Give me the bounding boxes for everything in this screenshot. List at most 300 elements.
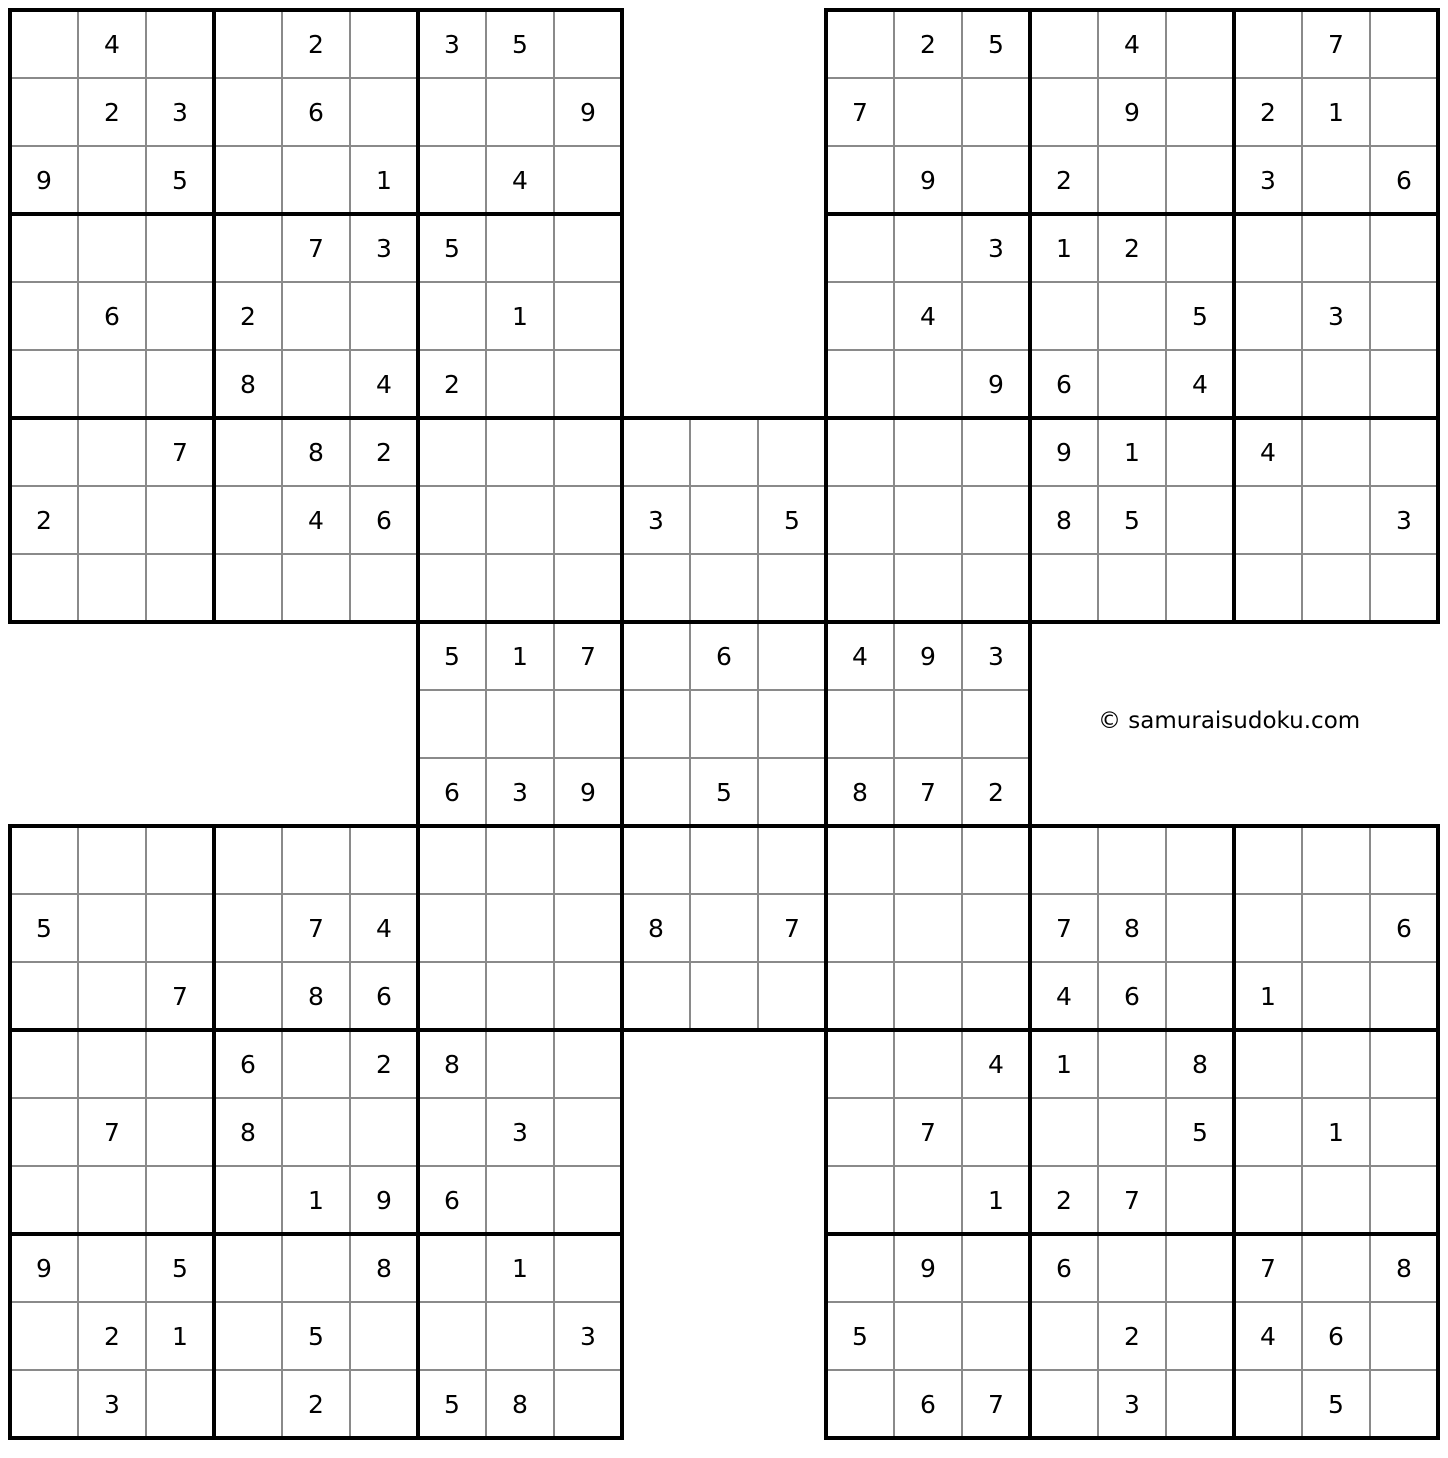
sudoku-cell[interactable] — [826, 282, 894, 350]
sudoku-cell[interactable] — [146, 10, 214, 78]
sudoku-cell[interactable] — [10, 1166, 78, 1234]
sudoku-cell[interactable] — [146, 214, 214, 282]
sudoku-cell[interactable] — [826, 962, 894, 1030]
sudoku-cell[interactable] — [826, 826, 894, 894]
sudoku-cell[interactable] — [78, 1166, 146, 1234]
sudoku-cell[interactable] — [1370, 1030, 1438, 1098]
sudoku-cell[interactable]: 7 — [1030, 894, 1098, 962]
sudoku-cell[interactable] — [1166, 146, 1234, 214]
sudoku-cell[interactable] — [486, 1030, 554, 1098]
sudoku-cell[interactable]: 2 — [282, 1370, 350, 1438]
sudoku-cell[interactable] — [282, 146, 350, 214]
sudoku-cell[interactable] — [1234, 282, 1302, 350]
sudoku-cell[interactable]: 1 — [486, 282, 554, 350]
sudoku-cell[interactable] — [1030, 554, 1098, 622]
sudoku-cell[interactable] — [146, 350, 214, 418]
sudoku-cell[interactable] — [1302, 894, 1370, 962]
sudoku-cell[interactable]: 2 — [78, 78, 146, 146]
sudoku-cell[interactable]: 3 — [146, 78, 214, 146]
sudoku-cell[interactable]: 3 — [486, 758, 554, 826]
sudoku-cell[interactable]: 5 — [1166, 1098, 1234, 1166]
sudoku-cell[interactable] — [418, 554, 486, 622]
sudoku-cell[interactable] — [826, 1030, 894, 1098]
sudoku-cell[interactable] — [214, 1166, 282, 1234]
sudoku-cell[interactable]: 4 — [1098, 10, 1166, 78]
sudoku-cell[interactable] — [1030, 826, 1098, 894]
sudoku-cell[interactable] — [826, 1234, 894, 1302]
sudoku-cell[interactable] — [78, 962, 146, 1030]
sudoku-cell[interactable] — [146, 1030, 214, 1098]
sudoku-cell[interactable] — [350, 78, 418, 146]
sudoku-cell[interactable]: 4 — [962, 1030, 1030, 1098]
sudoku-cell[interactable]: 4 — [350, 350, 418, 418]
sudoku-cell[interactable] — [894, 962, 962, 1030]
sudoku-cell[interactable] — [554, 1166, 622, 1234]
sudoku-cell[interactable]: 7 — [1302, 10, 1370, 78]
sudoku-cell[interactable] — [1030, 282, 1098, 350]
sudoku-cell[interactable] — [282, 1234, 350, 1302]
sudoku-cell[interactable] — [1370, 10, 1438, 78]
sudoku-cell[interactable] — [214, 486, 282, 554]
sudoku-cell[interactable] — [1234, 1166, 1302, 1234]
sudoku-cell[interactable]: 3 — [418, 10, 486, 78]
sudoku-cell[interactable] — [1302, 146, 1370, 214]
sudoku-cell[interactable] — [894, 214, 962, 282]
sudoku-cell[interactable]: 8 — [486, 1370, 554, 1438]
sudoku-cell[interactable] — [758, 758, 826, 826]
sudoku-cell[interactable]: 3 — [962, 622, 1030, 690]
sudoku-cell[interactable] — [894, 1302, 962, 1370]
sudoku-cell[interactable] — [10, 554, 78, 622]
sudoku-cell[interactable]: 6 — [78, 282, 146, 350]
sudoku-cell[interactable] — [690, 826, 758, 894]
sudoku-cell[interactable] — [350, 282, 418, 350]
sudoku-cell[interactable] — [350, 1302, 418, 1370]
sudoku-cell[interactable] — [10, 1370, 78, 1438]
sudoku-cell[interactable] — [1166, 1234, 1234, 1302]
sudoku-cell[interactable]: 8 — [1370, 1234, 1438, 1302]
sudoku-cell[interactable] — [894, 486, 962, 554]
sudoku-cell[interactable] — [1234, 10, 1302, 78]
sudoku-cell[interactable] — [418, 1098, 486, 1166]
sudoku-cell[interactable]: 2 — [350, 418, 418, 486]
sudoku-cell[interactable] — [486, 1166, 554, 1234]
sudoku-cell[interactable] — [10, 350, 78, 418]
sudoku-cell[interactable] — [758, 962, 826, 1030]
sudoku-cell[interactable]: 3 — [1370, 486, 1438, 554]
sudoku-cell[interactable] — [826, 554, 894, 622]
sudoku-cell[interactable] — [214, 894, 282, 962]
sudoku-cell[interactable] — [962, 554, 1030, 622]
sudoku-cell[interactable]: 6 — [690, 622, 758, 690]
sudoku-cell[interactable]: 2 — [1030, 1166, 1098, 1234]
sudoku-cell[interactable] — [486, 418, 554, 486]
sudoku-cell[interactable] — [78, 826, 146, 894]
sudoku-cell[interactable] — [78, 214, 146, 282]
sudoku-cell[interactable] — [486, 214, 554, 282]
sudoku-cell[interactable] — [1302, 554, 1370, 622]
sudoku-cell[interactable] — [1234, 554, 1302, 622]
sudoku-cell[interactable]: 2 — [1098, 1302, 1166, 1370]
sudoku-cell[interactable]: 2 — [962, 758, 1030, 826]
sudoku-cell[interactable] — [1370, 1098, 1438, 1166]
sudoku-cell[interactable]: 5 — [1302, 1370, 1370, 1438]
sudoku-cell[interactable] — [894, 78, 962, 146]
sudoku-cell[interactable] — [146, 1166, 214, 1234]
sudoku-cell[interactable]: 5 — [826, 1302, 894, 1370]
sudoku-cell[interactable] — [1234, 1370, 1302, 1438]
sudoku-cell[interactable] — [554, 554, 622, 622]
sudoku-cell[interactable] — [554, 1234, 622, 1302]
sudoku-cell[interactable] — [78, 350, 146, 418]
sudoku-cell[interactable]: 2 — [418, 350, 486, 418]
sudoku-cell[interactable] — [146, 894, 214, 962]
sudoku-cell[interactable] — [894, 894, 962, 962]
sudoku-cell[interactable] — [554, 10, 622, 78]
sudoku-cell[interactable] — [418, 894, 486, 962]
sudoku-cell[interactable]: 9 — [1098, 78, 1166, 146]
sudoku-cell[interactable] — [10, 282, 78, 350]
sudoku-cell[interactable] — [894, 350, 962, 418]
sudoku-cell[interactable]: 7 — [1098, 1166, 1166, 1234]
sudoku-cell[interactable]: 5 — [10, 894, 78, 962]
sudoku-cell[interactable]: 3 — [1234, 146, 1302, 214]
sudoku-cell[interactable] — [622, 826, 690, 894]
sudoku-cell[interactable] — [622, 554, 690, 622]
sudoku-cell[interactable] — [1234, 214, 1302, 282]
sudoku-cell[interactable]: 7 — [826, 78, 894, 146]
sudoku-cell[interactable] — [350, 10, 418, 78]
sudoku-cell[interactable] — [146, 826, 214, 894]
sudoku-cell[interactable]: 1 — [1030, 214, 1098, 282]
sudoku-cell[interactable]: 5 — [1166, 282, 1234, 350]
sudoku-cell[interactable] — [486, 962, 554, 1030]
sudoku-cell[interactable] — [214, 78, 282, 146]
sudoku-cell[interactable] — [10, 1098, 78, 1166]
sudoku-cell[interactable]: 8 — [1030, 486, 1098, 554]
sudoku-cell[interactable]: 7 — [282, 214, 350, 282]
sudoku-cell[interactable]: 6 — [418, 758, 486, 826]
sudoku-cell[interactable]: 4 — [1166, 350, 1234, 418]
sudoku-cell[interactable]: 8 — [826, 758, 894, 826]
sudoku-cell[interactable] — [78, 1234, 146, 1302]
sudoku-cell[interactable] — [554, 1030, 622, 1098]
sudoku-cell[interactable] — [214, 418, 282, 486]
sudoku-cell[interactable]: 9 — [962, 350, 1030, 418]
sudoku-cell[interactable]: 4 — [894, 282, 962, 350]
sudoku-cell[interactable] — [1234, 894, 1302, 962]
sudoku-cell[interactable] — [1370, 1166, 1438, 1234]
sudoku-cell[interactable]: 7 — [962, 1370, 1030, 1438]
sudoku-cell[interactable] — [1030, 1370, 1098, 1438]
sudoku-cell[interactable] — [554, 1098, 622, 1166]
sudoku-cell[interactable] — [146, 1370, 214, 1438]
sudoku-cell[interactable]: 3 — [622, 486, 690, 554]
sudoku-cell[interactable] — [1302, 1030, 1370, 1098]
sudoku-cell[interactable] — [1302, 1166, 1370, 1234]
sudoku-cell[interactable]: 8 — [1098, 894, 1166, 962]
sudoku-cell[interactable] — [214, 10, 282, 78]
sudoku-cell[interactable] — [962, 486, 1030, 554]
sudoku-cell[interactable]: 1 — [282, 1166, 350, 1234]
sudoku-cell[interactable] — [894, 1166, 962, 1234]
sudoku-cell[interactable] — [554, 690, 622, 758]
sudoku-cell[interactable] — [418, 690, 486, 758]
sudoku-cell[interactable]: 8 — [622, 894, 690, 962]
sudoku-cell[interactable] — [10, 10, 78, 78]
sudoku-cell[interactable] — [1166, 214, 1234, 282]
sudoku-cell[interactable] — [10, 1302, 78, 1370]
sudoku-cell[interactable] — [10, 962, 78, 1030]
sudoku-cell[interactable] — [1166, 486, 1234, 554]
sudoku-cell[interactable] — [1370, 1370, 1438, 1438]
sudoku-cell[interactable] — [1166, 1166, 1234, 1234]
sudoku-cell[interactable] — [214, 1370, 282, 1438]
sudoku-cell[interactable] — [78, 554, 146, 622]
sudoku-cell[interactable] — [78, 1030, 146, 1098]
sudoku-cell[interactable]: 6 — [418, 1166, 486, 1234]
sudoku-cell[interactable]: 4 — [282, 486, 350, 554]
sudoku-cell[interactable]: 5 — [146, 1234, 214, 1302]
sudoku-cell[interactable] — [1234, 350, 1302, 418]
sudoku-cell[interactable]: 9 — [1030, 418, 1098, 486]
sudoku-cell[interactable] — [1302, 214, 1370, 282]
sudoku-cell[interactable]: 3 — [78, 1370, 146, 1438]
sudoku-cell[interactable] — [826, 350, 894, 418]
sudoku-cell[interactable] — [214, 1234, 282, 1302]
sudoku-cell[interactable] — [214, 826, 282, 894]
sudoku-cell[interactable]: 4 — [350, 894, 418, 962]
sudoku-cell[interactable] — [486, 690, 554, 758]
sudoku-cell[interactable]: 6 — [214, 1030, 282, 1098]
sudoku-cell[interactable] — [418, 78, 486, 146]
sudoku-cell[interactable]: 3 — [554, 1302, 622, 1370]
sudoku-cell[interactable] — [1370, 826, 1438, 894]
sudoku-cell[interactable] — [622, 758, 690, 826]
sudoku-cell[interactable]: 4 — [1234, 418, 1302, 486]
sudoku-cell[interactable]: 4 — [1030, 962, 1098, 1030]
sudoku-cell[interactable] — [10, 826, 78, 894]
sudoku-cell[interactable]: 5 — [146, 146, 214, 214]
sudoku-cell[interactable] — [826, 486, 894, 554]
sudoku-cell[interactable]: 8 — [282, 962, 350, 1030]
sudoku-cell[interactable] — [962, 894, 1030, 962]
sudoku-cell[interactable] — [486, 78, 554, 146]
sudoku-cell[interactable]: 2 — [894, 10, 962, 78]
sudoku-cell[interactable]: 5 — [418, 622, 486, 690]
sudoku-cell[interactable] — [418, 962, 486, 1030]
sudoku-cell[interactable] — [1234, 826, 1302, 894]
sudoku-cell[interactable] — [1370, 214, 1438, 282]
sudoku-cell[interactable] — [554, 486, 622, 554]
sudoku-cell[interactable]: 6 — [1030, 1234, 1098, 1302]
sudoku-cell[interactable]: 8 — [350, 1234, 418, 1302]
sudoku-cell[interactable]: 2 — [78, 1302, 146, 1370]
sudoku-cell[interactable] — [1234, 1098, 1302, 1166]
sudoku-cell[interactable]: 5 — [690, 758, 758, 826]
sudoku-cell[interactable] — [554, 146, 622, 214]
sudoku-cell[interactable] — [758, 826, 826, 894]
sudoku-cell[interactable] — [350, 1370, 418, 1438]
sudoku-cell[interactable] — [962, 1302, 1030, 1370]
sudoku-cell[interactable] — [10, 78, 78, 146]
sudoku-cell[interactable] — [622, 418, 690, 486]
sudoku-cell[interactable] — [1234, 486, 1302, 554]
sudoku-cell[interactable]: 5 — [418, 1370, 486, 1438]
sudoku-cell[interactable] — [826, 214, 894, 282]
sudoku-cell[interactable] — [146, 282, 214, 350]
sudoku-cell[interactable] — [78, 894, 146, 962]
sudoku-cell[interactable] — [214, 146, 282, 214]
sudoku-cell[interactable]: 6 — [1302, 1302, 1370, 1370]
sudoku-cell[interactable]: 1 — [1098, 418, 1166, 486]
sudoku-cell[interactable]: 9 — [894, 1234, 962, 1302]
sudoku-cell[interactable]: 7 — [894, 1098, 962, 1166]
sudoku-cell[interactable]: 6 — [1370, 894, 1438, 962]
sudoku-cell[interactable] — [214, 214, 282, 282]
sudoku-cell[interactable] — [10, 214, 78, 282]
sudoku-cell[interactable] — [1370, 418, 1438, 486]
sudoku-cell[interactable] — [1098, 350, 1166, 418]
sudoku-cell[interactable] — [962, 962, 1030, 1030]
sudoku-cell[interactable] — [962, 826, 1030, 894]
sudoku-cell[interactable]: 2 — [1030, 146, 1098, 214]
sudoku-cell[interactable]: 7 — [282, 894, 350, 962]
sudoku-cell[interactable] — [622, 690, 690, 758]
sudoku-cell[interactable] — [1234, 1030, 1302, 1098]
sudoku-cell[interactable] — [690, 486, 758, 554]
sudoku-cell[interactable] — [826, 690, 894, 758]
sudoku-cell[interactable]: 9 — [350, 1166, 418, 1234]
sudoku-cell[interactable]: 2 — [214, 282, 282, 350]
sudoku-cell[interactable] — [1098, 826, 1166, 894]
sudoku-cell[interactable] — [214, 1302, 282, 1370]
sudoku-cell[interactable] — [1030, 10, 1098, 78]
sudoku-cell[interactable] — [1370, 350, 1438, 418]
sudoku-cell[interactable] — [554, 962, 622, 1030]
sudoku-cell[interactable]: 8 — [418, 1030, 486, 1098]
sudoku-cell[interactable]: 2 — [350, 1030, 418, 1098]
sudoku-cell[interactable] — [418, 486, 486, 554]
sudoku-cell[interactable] — [826, 418, 894, 486]
sudoku-cell[interactable] — [690, 418, 758, 486]
sudoku-cell[interactable]: 1 — [1234, 962, 1302, 1030]
sudoku-cell[interactable]: 6 — [1370, 146, 1438, 214]
sudoku-cell[interactable]: 9 — [894, 622, 962, 690]
sudoku-cell[interactable] — [1030, 1302, 1098, 1370]
sudoku-cell[interactable]: 1 — [350, 146, 418, 214]
sudoku-cell[interactable]: 5 — [1098, 486, 1166, 554]
sudoku-cell[interactable]: 9 — [554, 758, 622, 826]
sudoku-cell[interactable]: 4 — [486, 146, 554, 214]
sudoku-cell[interactable] — [1166, 826, 1234, 894]
sudoku-cell[interactable] — [214, 554, 282, 622]
sudoku-cell[interactable]: 6 — [894, 1370, 962, 1438]
sudoku-cell[interactable]: 6 — [282, 78, 350, 146]
sudoku-cell[interactable] — [1166, 1370, 1234, 1438]
sudoku-cell[interactable]: 4 — [1234, 1302, 1302, 1370]
sudoku-cell[interactable] — [1030, 1098, 1098, 1166]
sudoku-cell[interactable] — [622, 622, 690, 690]
sudoku-cell[interactable] — [690, 690, 758, 758]
sudoku-cell[interactable]: 1 — [486, 1234, 554, 1302]
sudoku-cell[interactable] — [486, 894, 554, 962]
sudoku-cell[interactable]: 8 — [1166, 1030, 1234, 1098]
sudoku-cell[interactable] — [1370, 962, 1438, 1030]
sudoku-cell[interactable] — [1166, 78, 1234, 146]
sudoku-cell[interactable]: 7 — [78, 1098, 146, 1166]
sudoku-cell[interactable]: 9 — [554, 78, 622, 146]
sudoku-cell[interactable]: 5 — [758, 486, 826, 554]
sudoku-cell[interactable]: 3 — [350, 214, 418, 282]
sudoku-cell[interactable] — [962, 690, 1030, 758]
sudoku-cell[interactable]: 9 — [10, 1234, 78, 1302]
sudoku-cell[interactable] — [1098, 1098, 1166, 1166]
sudoku-cell[interactable]: 5 — [486, 10, 554, 78]
sudoku-cell[interactable] — [1098, 1030, 1166, 1098]
sudoku-cell[interactable] — [758, 554, 826, 622]
sudoku-cell[interactable]: 7 — [554, 622, 622, 690]
sudoku-cell[interactable] — [1166, 554, 1234, 622]
sudoku-cell[interactable] — [554, 350, 622, 418]
sudoku-cell[interactable] — [1302, 826, 1370, 894]
sudoku-cell[interactable] — [146, 486, 214, 554]
sudoku-cell[interactable] — [962, 146, 1030, 214]
sudoku-cell[interactable] — [894, 418, 962, 486]
sudoku-cell[interactable] — [962, 282, 1030, 350]
sudoku-cell[interactable]: 2 — [1234, 78, 1302, 146]
sudoku-cell[interactable] — [1302, 1234, 1370, 1302]
sudoku-cell[interactable] — [894, 826, 962, 894]
sudoku-cell[interactable] — [690, 554, 758, 622]
sudoku-cell[interactable]: 8 — [282, 418, 350, 486]
sudoku-cell[interactable] — [1370, 1302, 1438, 1370]
sudoku-cell[interactable] — [554, 214, 622, 282]
sudoku-cell[interactable]: 2 — [1098, 214, 1166, 282]
sudoku-cell[interactable] — [350, 1098, 418, 1166]
sudoku-cell[interactable]: 3 — [962, 214, 1030, 282]
sudoku-cell[interactable]: 4 — [78, 10, 146, 78]
sudoku-cell[interactable] — [282, 282, 350, 350]
sudoku-cell[interactable] — [1166, 1302, 1234, 1370]
sudoku-cell[interactable] — [418, 1302, 486, 1370]
sudoku-cell[interactable] — [486, 826, 554, 894]
sudoku-cell[interactable] — [282, 350, 350, 418]
sudoku-cell[interactable] — [962, 1234, 1030, 1302]
sudoku-cell[interactable] — [282, 1098, 350, 1166]
sudoku-cell[interactable]: 2 — [10, 486, 78, 554]
sudoku-cell[interactable]: 6 — [350, 486, 418, 554]
sudoku-cell[interactable]: 9 — [894, 146, 962, 214]
sudoku-cell[interactable] — [486, 486, 554, 554]
sudoku-cell[interactable]: 1 — [1302, 1098, 1370, 1166]
sudoku-cell[interactable] — [826, 1098, 894, 1166]
sudoku-cell[interactable] — [282, 1030, 350, 1098]
sudoku-cell[interactable]: 1 — [486, 622, 554, 690]
sudoku-cell[interactable] — [1098, 146, 1166, 214]
sudoku-cell[interactable] — [962, 418, 1030, 486]
sudoku-cell[interactable]: 7 — [894, 758, 962, 826]
sudoku-cell[interactable]: 3 — [486, 1098, 554, 1166]
sudoku-cell[interactable]: 9 — [10, 146, 78, 214]
sudoku-cell[interactable]: 6 — [350, 962, 418, 1030]
sudoku-cell[interactable] — [10, 418, 78, 486]
sudoku-cell[interactable] — [1166, 962, 1234, 1030]
sudoku-cell[interactable] — [146, 554, 214, 622]
sudoku-cell[interactable] — [146, 1098, 214, 1166]
sudoku-cell[interactable] — [758, 690, 826, 758]
sudoku-cell[interactable] — [826, 10, 894, 78]
